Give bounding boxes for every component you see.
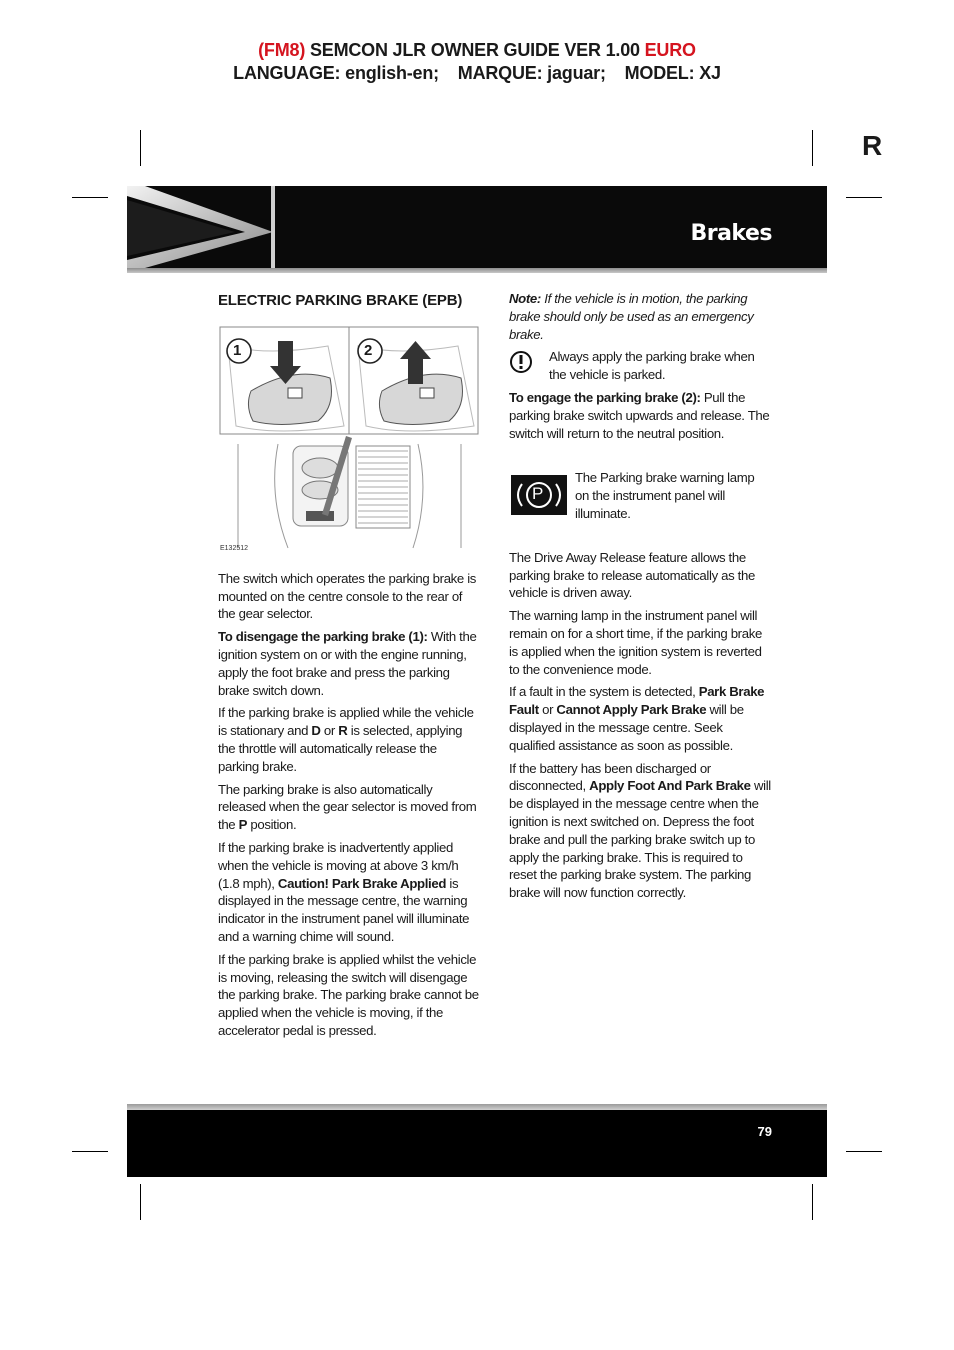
crop-mark bbox=[72, 1151, 108, 1152]
parking-brake-switch-diagram bbox=[218, 326, 480, 552]
section-heading: ELECTRIC PARKING BRAKE (EPB) bbox=[218, 292, 463, 309]
callout-1: 1 bbox=[233, 341, 241, 359]
figure-reference: E132512 bbox=[220, 544, 249, 552]
paragraph: If the parking brake is inadvertently applied when the vehicle is moving at above 3 km/h (1.8 mph), Caution! Park Brake Applied is displayed in the message centre, the warning indicator in the instrument panel will illuminate and a warning chime will sound. bbox=[218, 839, 470, 944]
right-column bbox=[509, 290, 771, 907]
paragraph: The Drive Away Release feature allows the parking brake to release automatically as the vehicle is driven away. bbox=[509, 549, 755, 601]
banner-underline bbox=[127, 268, 827, 273]
paragraph: If the parking brake is applied whilst the vehicle is moving, releasing the switch will disengage the parking brake. The parking brake cannot be applied when the vehicle is moving, if the accelerator pedal is pressed. bbox=[218, 951, 479, 1038]
header-language: LANGUAGE: english-en; bbox=[233, 63, 439, 83]
crop-mark bbox=[846, 1151, 882, 1152]
header-suffix: EURO bbox=[644, 40, 696, 60]
crop-mark bbox=[72, 197, 108, 198]
warning-text: Always apply the parking brake when the vehicle is parked. bbox=[549, 349, 755, 383]
epb-illustration bbox=[218, 326, 480, 552]
paragraph: The warning lamp in the instrument panel will remain on for a short time, if the parking brake is applied when the ignition system is reverted to the convenience mode. bbox=[509, 608, 762, 677]
banner-chevron-icon bbox=[127, 186, 277, 268]
document-header-line2 bbox=[0, 63, 954, 84]
callout-2: 2 bbox=[364, 341, 372, 359]
paragraph: To disengage the parking brake (1): With the ignition system on or with the engine running, apply the foot brake and press the parking brake switch down. bbox=[218, 629, 477, 698]
warning-exclamation-icon bbox=[509, 350, 533, 374]
paragraph: If the parking brake is applied while the vehicle is stationary and D or R is selected, applying the throttle will automatically release the parking brake. bbox=[218, 705, 474, 774]
section-title: Brakes bbox=[690, 221, 772, 246]
header-prefix: (FM8) bbox=[258, 40, 306, 60]
paragraph: The switch which operates the parking brake is mounted on the centre console to the rear of the gear selector. bbox=[218, 570, 477, 622]
crop-mark bbox=[812, 130, 813, 166]
header-title: SEMCON JLR OWNER GUIDE VER 1.00 bbox=[309, 40, 640, 60]
warning-lamp-row bbox=[509, 469, 771, 522]
footer-bevel bbox=[127, 1104, 827, 1110]
left-column bbox=[218, 290, 480, 1045]
parking-brake-lamp-icon bbox=[511, 475, 567, 515]
paragraph: The parking brake is also automatically released when the gear selector is moved from the P position. bbox=[218, 781, 477, 833]
crop-mark bbox=[140, 1184, 141, 1220]
document-header-line1 bbox=[0, 40, 954, 61]
page-number: 79 bbox=[757, 1124, 772, 1139]
crop-mark bbox=[140, 130, 141, 166]
paragraph: If a fault in the system is detected, Park Brake Fault or Cannot Apply Park Brake will be displayed in the message centre. Seek qualified assistance as soon as possible. bbox=[509, 684, 765, 753]
header-marque: MARQUE: jaguar; bbox=[457, 63, 606, 83]
paragraph: To engage the parking brake (2): Pull the parking brake switch upwards and release. The switch will return to the neutral position. bbox=[509, 389, 770, 441]
crop-mark bbox=[812, 1184, 813, 1220]
crop-mark bbox=[846, 197, 882, 198]
paragraph: If the battery has been discharged or disconnected, Apply Foot And Park Brake will be displayed in the message centre when the ignition is next switched on. Depress the foot brake and pull the parking brake switch up to apply the parking brake. This is required to reset the parking brake system. The parking brake will now function correctly. bbox=[509, 760, 771, 901]
header-model: MODEL: XJ bbox=[624, 63, 721, 83]
page-footer bbox=[127, 1104, 827, 1177]
lamp-description: The Parking brake warning lamp on the instrument panel will illuminate. bbox=[575, 470, 755, 521]
note: Note: If the vehicle is in motion, the parking brake should only be used as an emergency brake. bbox=[509, 291, 754, 342]
lamp-symbol: P bbox=[532, 484, 543, 504]
section-letter: R bbox=[862, 130, 883, 161]
section-banner bbox=[127, 186, 827, 268]
warning-note bbox=[509, 348, 771, 384]
